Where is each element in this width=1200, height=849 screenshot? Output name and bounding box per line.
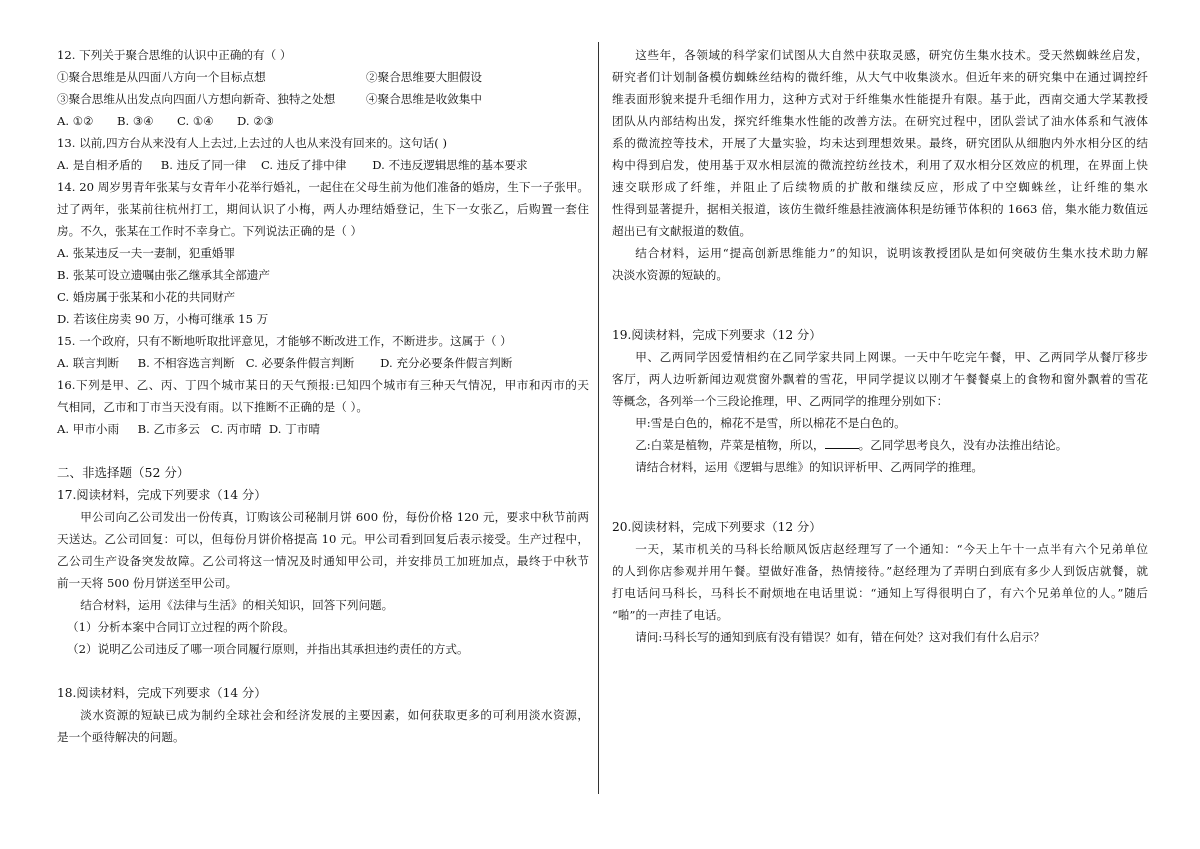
q20-para-3: 打电话问马科长，马科长不耐烦地在电话里说：“通知上写得很明白了，有六个兄弟单位的人。”随后 [612, 586, 1148, 600]
q12-option-c: C. ①④ [177, 114, 214, 128]
q12-item-3: ③聚合思维从出发点向四面八方想向新奇、独特之处想 [57, 92, 336, 106]
q17-sub-1: （1）分析本案中合同订立过程的两个阶段。 [67, 620, 295, 634]
q16-line-2: 气相同，乙市和丁市当天没有雨。以下推断不正确的是（ ）。 [57, 400, 368, 414]
q12-option-b: B. ③④ [117, 114, 154, 128]
q15-options [57, 352, 589, 374]
q19-yi-blank [825, 436, 859, 449]
q12-stem: 12. 下列关于聚合思维的认识中正确的有（ ） [57, 48, 292, 62]
q16-options [57, 418, 589, 440]
q12-items-row2 [57, 88, 589, 110]
q12-option-d: D. ②③ [237, 114, 275, 128]
q19-para-2: 客厅，两人边听新闻边观赏窗外飘着的雪花，甲同学提议以刚才午餐餐桌上的食物和窗外飘着的雪花 [612, 372, 1148, 386]
q15-option-d: D. 充分必要条件假言判断 [380, 356, 513, 370]
q13-option-d: D. 不违反逻辑思维的基本要求 [372, 158, 528, 172]
q18-cont-6: 构中得到启发，使用基于双水相层流的微流控纺丝技术，利用了双水相分区效应的机理，在界面上快 [612, 158, 1148, 172]
q18-cont-1: 这些年，各领域的科学家们试图从大自然中获取灵感，研究仿生集水技术。受天然蜘蛛丝启发， [635, 48, 1148, 62]
q14-option-b: B. 张某可设立遗嘱由张乙继承其全部遗产 [57, 268, 270, 282]
q19-prompt: 请结合材料，运用《逻辑与思维》的知识评析甲、乙两同学的推理。 [635, 460, 984, 474]
q12-item-4: ④聚合思维是收敛集中 [366, 92, 482, 106]
q18-prompt-1: 结合材料，运用“提高创新思维能力”的知识，说明该教授团队是如何突破仿生集水技术助力解 [635, 246, 1148, 260]
q20-para-4: “啪”的一声挂了电话。 [612, 608, 729, 622]
q20-heading: 20.阅读材料，完成下列要求（12 分） [612, 520, 822, 534]
q16-option-c: C. 丙市晴 [210, 422, 262, 436]
section-2-title: 二、非选择题（52 分） [57, 465, 190, 480]
q15-option-a: A. 联言判断 [57, 356, 120, 370]
q12-item-1: ①聚合思维是从四面八方向一个目标点想 [57, 70, 266, 84]
q18-cont-3: 维表面形貌来提升毛细作用力，这种方式对于纤维集水性能提升有限。基于此，西南交通大学某教授 [612, 92, 1148, 106]
q15-option-b: B. 不相容选言判断 [137, 356, 235, 370]
q14-option-a: A. 张某违反一夫一妻制，犯重婚罪 [57, 246, 236, 260]
q16-option-b: B. 乙市多云 [137, 422, 200, 436]
q13-option-a: A. 是自相矛盾的 [57, 158, 143, 172]
q17-para-2: 天送达。乙公司回复：可以，但每份月饼价格提高 10 元。甲公司看到回复后表示接受。生产过程中， [57, 532, 589, 546]
q19-para-1: 甲、乙两同学因爱情相约在乙同学家共同上网课。一天中午吃完午餐，甲、乙两同学从餐厅移步 [635, 350, 1148, 364]
q18-cont-7: 速交联形成了纤维，并阻止了后续物质的扩散和继续反应，形成了中空蜘蛛丝，让纤维的集水 [612, 180, 1148, 194]
q19-heading: 19.阅读材料，完成下列要求（12 分） [612, 328, 822, 342]
q17-para-3: 乙公司生产设备突发故障。乙公司将这一情况及时通知甲公司，并安排员工加班加点，最终于中秋节 [57, 554, 589, 568]
q17-para-4: 前一天将 500 份月饼送至甲公司。 [57, 576, 238, 590]
q14-line-3: 房。不久，张某在工作时不幸身亡。下列说法正确的是（ ） [57, 224, 363, 238]
q19-yi [612, 434, 1148, 456]
q20-para-2: 的人到你店参观并用午餐。望做好准备，热情接待。”赵经理为了弄明白到底有多少人到饭店就餐，就 [612, 564, 1148, 578]
q13-stem: 13. 以前,四方台从来没有人上去过,上去过的人也从来没有回来的。这句话( ) [57, 136, 448, 150]
q18-heading: 18.阅读材料，完成下列要求（14 分） [57, 686, 267, 700]
q12-item-2: ②聚合思维要大胆假设 [366, 70, 482, 84]
q14-line-1: 14. 20 周岁男青年张某与女青年小花举行婚礼，一起住在父母生前为他们准备的婚房，生下一子张甲。 [57, 180, 589, 194]
q17-para-1: 甲公司向乙公司发出一份传真，订购该公司秘制月饼 600 份，每份价格 120 元，要求中秋节前两 [80, 510, 589, 524]
q18-cont-9: 超出已有文献报道的数值。 [612, 224, 752, 238]
q15-option-c: C. 必要条件假言判断 [245, 356, 355, 370]
q15-stem: 15. 一个政府，只有不断地听取批评意见，才能够不断改进工作，不断进步。这属于（ ） [57, 334, 512, 348]
q13-options [57, 154, 589, 176]
q16-line-1: 16.下列是甲、乙、丙、丁四个城市某日的天气预报:已知四个城市有三种天气情况，甲市和丙市的天 [57, 378, 589, 392]
q12-items-row1 [57, 66, 589, 88]
q16-option-d: D. 丁市晴 [268, 422, 320, 436]
q20-prompt: 请问:马科长写的通知到底有没有错误？如有，错在何处？这对我们有什么启示？ [635, 630, 1045, 644]
q18-para-2: 是一个亟待解决的问题。 [57, 730, 185, 744]
q19-para-3: 等概念，各列举一个三段论推理，甲、乙两同学的推理分别如下： [612, 394, 949, 408]
q13-option-b: B. 违反了同一律 [160, 158, 247, 172]
q17-sub-2: （2）说明乙公司违反了哪一项合同履行原则，并指出其承担违约责任的方式。 [67, 642, 469, 656]
column-divider [598, 42, 599, 794]
q20-para-1: 一天，某市机关的马科长给顺风饭店赵经理写了一个通知：“今天上午十一点半有六个兄弟单位 [635, 542, 1148, 556]
q18-para-1: 淡水资源的短缺已成为制约全球社会和经济发展的主要因素，如何获取更多的可利用淡水资源， [80, 708, 589, 722]
right-column [612, 44, 1148, 648]
q17-heading: 17.阅读材料，完成下列要求（14 分） [57, 488, 267, 502]
q18-cont-2: 研究者们计划制备模仿蜘蛛丝结构的微纤维，从大气中收集淡水。但近年来的研究集中在通过调控纤 [612, 70, 1148, 84]
q18-cont-5: 系的微流控等技术，开展了大量实验，均未达到理想效果。最终，研究团队从细胞内外水相分区的结 [612, 136, 1148, 150]
q19-yi-pre: 乙:白菜是植物，芹菜是植物，所以， [635, 438, 825, 452]
q16-option-a: A. 甲市小雨 [57, 422, 120, 436]
q14-option-c: C. 婚房属于张某和小花的共同财产 [57, 290, 236, 304]
left-column [57, 44, 589, 748]
q12-option-a: A. ①② [57, 114, 94, 128]
q19-jia: 甲:雪是白色的，棉花不是雪，所以棉花不是白色的。 [635, 416, 906, 430]
q19-yi-post: 。乙同学思考良久，没有办法推出结论。 [858, 438, 1068, 452]
q18-prompt-2: 决淡水资源的短缺的。 [612, 268, 728, 282]
q18-cont-8: 性得到显著提升，据相关报道，该仿生微纤维悬挂液滴体积是纺锤节体积的 1663 倍，集水能力数值远 [612, 202, 1148, 216]
q14-option-d: D. 若该住房卖 90 万，小梅可继承 15 万 [57, 312, 269, 326]
q13-option-c: C. 违反了排中律 [260, 158, 347, 172]
q14-line-2: 过了两年，张某前往杭州打工，期间认识了小梅，两人办理结婚登记，生下一女张乙，后购置一套住 [57, 202, 589, 216]
q12-options [57, 110, 589, 132]
q18-cont-4: 团队从内部结构出发，探究纤维集水性能的改善方法。在研究过程中，团队尝试了油水体系和气液体 [612, 114, 1148, 128]
q17-prompt: 结合材料，运用《法律与生活》的相关知识，回答下列问题。 [80, 598, 394, 612]
